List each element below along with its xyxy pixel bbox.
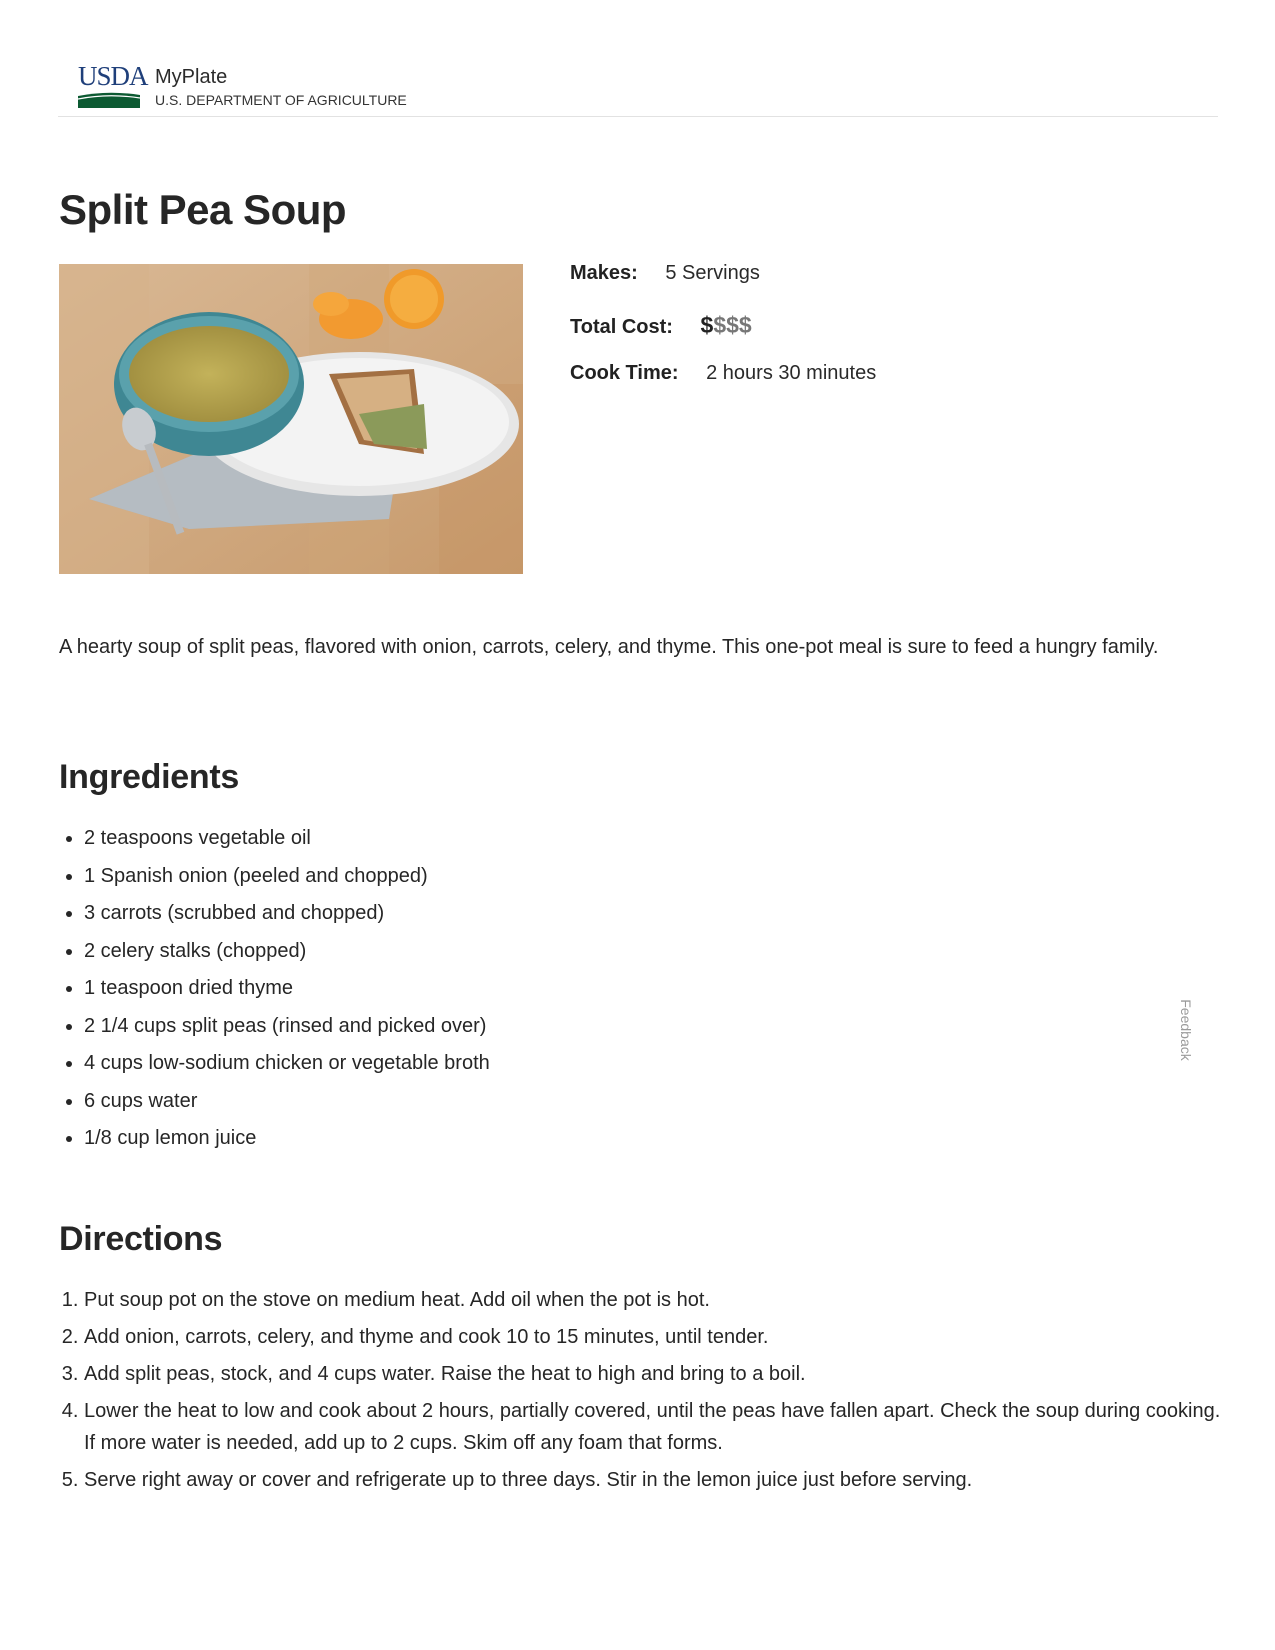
directions-heading: Directions xyxy=(59,1220,223,1258)
directions-list xyxy=(59,1284,1234,1501)
feedback-tab[interactable] xyxy=(1176,995,1196,1065)
usda-logo-text: USDA xyxy=(78,61,148,91)
total-cost-label: Total Cost: xyxy=(570,316,673,338)
direction-step: 5. Serve right away or cover and refrigerate up to three days. Stir in the lemon juice just before serving. xyxy=(84,1464,1234,1496)
ingredient-item: • 4 cups low-sodium chicken or vegetable broth xyxy=(84,1045,490,1083)
ingredient-item: • 3 carrots (scrubbed and chopped) xyxy=(84,895,490,933)
total-cost-inactive: $$$ xyxy=(713,312,752,338)
soup-photo-illustration xyxy=(59,264,523,574)
recipe-description: A hearty soup of split peas, flavored with onion, carrots, celery, and thyme. This one-pot meal is sure to feed a hungry family. xyxy=(59,636,1159,658)
page-title: Split Pea Soup xyxy=(59,186,347,233)
brand-subtitle: U.S. DEPARTMENT OF AGRICULTURE xyxy=(155,92,407,108)
ingredient-item: • 6 cups water xyxy=(84,1083,490,1121)
cook-time-value: 2 hours 30 minutes xyxy=(706,362,877,384)
ingredient-item: • 1/8 cup lemon juice xyxy=(84,1120,490,1158)
usda-logo[interactable] xyxy=(78,61,148,108)
direction-step: 3. Add split peas, stock, and 4 cups water. Raise the heat to high and bring to a boil. xyxy=(84,1358,1234,1390)
cook-time-row xyxy=(570,362,876,412)
brand-title[interactable]: MyPlate xyxy=(155,66,228,88)
cook-time-label: Cook Time: xyxy=(570,362,679,384)
total-cost-row xyxy=(570,312,876,362)
ingredient-item: • 2 teaspoons vegetable oil xyxy=(84,820,490,858)
total-cost-active: $ xyxy=(700,312,714,338)
direction-step: 2. Add onion, carrots, celery, and thyme and cook 10 to 15 minutes, until tender. xyxy=(84,1321,1234,1353)
makes-row xyxy=(570,262,876,312)
recipe-meta xyxy=(570,262,876,412)
feedback-label: Feedback xyxy=(1178,999,1194,1061)
ingredients-heading: Ingredients xyxy=(59,758,239,796)
recipe-photo xyxy=(59,264,523,574)
ingredient-item: • 1 teaspoon dried thyme xyxy=(84,970,490,1008)
usda-logo-mark-icon xyxy=(78,92,140,108)
ingredients-list xyxy=(59,820,490,1158)
direction-step: 1. Put soup pot on the stove on medium heat. Add oil when the pot is hot. xyxy=(84,1284,1234,1316)
ingredient-item: • 2 1/4 cups split peas (rinsed and picked over) xyxy=(84,1008,490,1046)
direction-step: 4. Lower the heat to low and cook about 2 hours, partially covered, until the peas have fallen apart. Check the soup during cooking. If more water is needed, add up to 2 cups. Skim off any foam that forms. xyxy=(84,1395,1234,1459)
makes-label: Makes: xyxy=(570,262,638,284)
site-header xyxy=(58,58,1218,117)
ingredient-item: • 2 celery stalks (chopped) xyxy=(84,933,490,971)
ingredient-item: • 1 Spanish onion (peeled and chopped) xyxy=(84,858,490,896)
makes-value: 5 Servings xyxy=(665,262,760,284)
